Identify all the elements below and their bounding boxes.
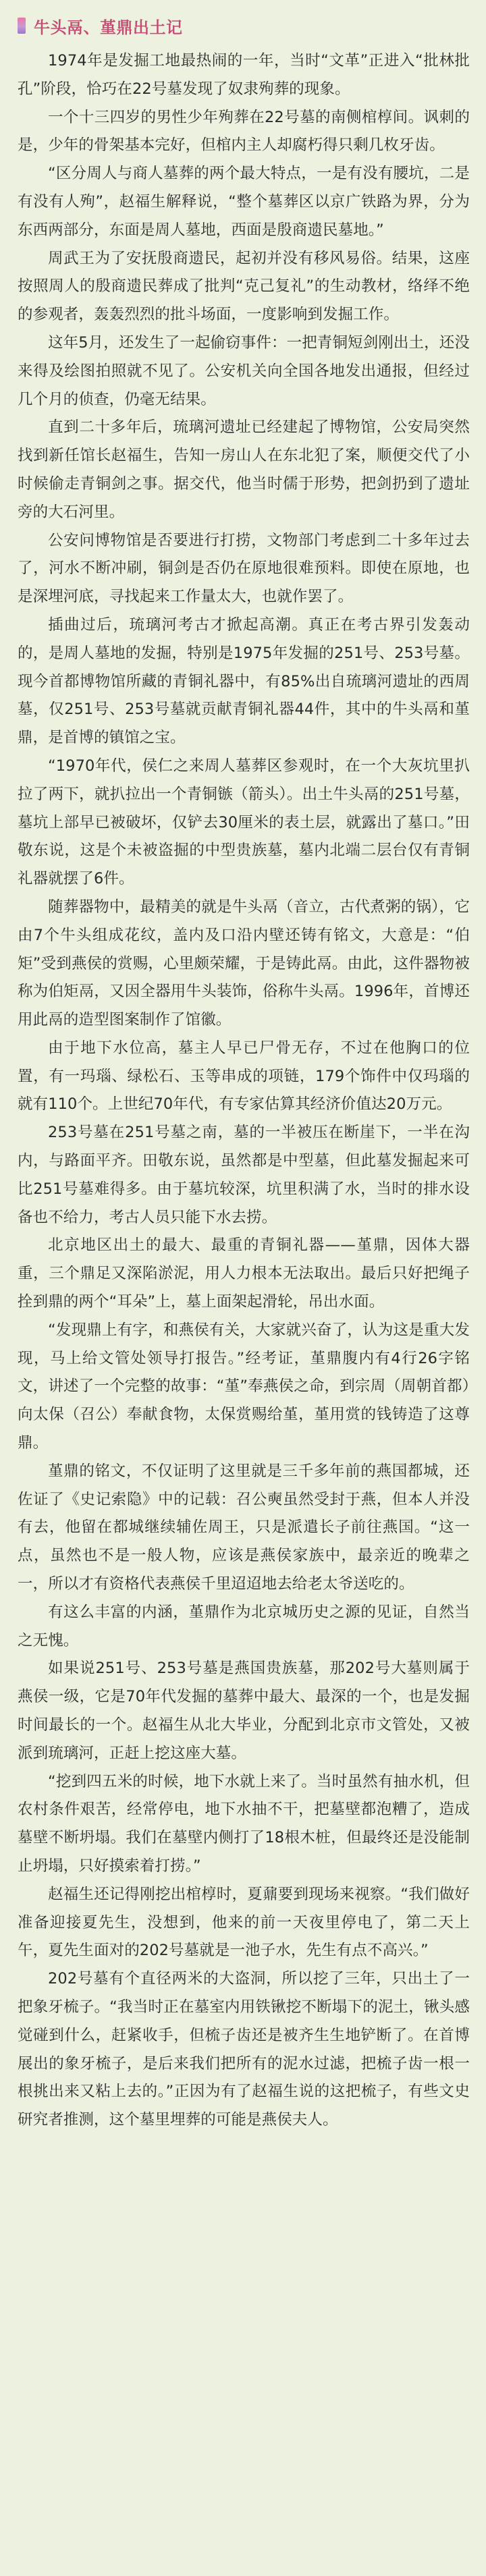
paragraph-19: 赵福生还记得刚挖出棺椁时，夏鼐要到现场来视察。“我们做好准备迎接夏先生，没想到，他来的前一天夜里停电了，第二天上午，夏先生面对的202号墓就是一池子水，先生有点不高兴。” xyxy=(18,1885,470,1960)
paragraph-1: 1974年是发掘工地最热闹的一年，当时“文革”正进入“批林批孔”阶段，恰巧在22号墓发现了奴隶殉葬的现象。 xyxy=(18,52,470,98)
paragraph-7: 公安问博物馆是否要进行打捞，文物部门考虑到二十多年过去了，河水不断冲刷，铜剑是否仍在原地很难预料。即使在原地，也是深埋河底，寻找起来工作量太大，也就作罢了。 xyxy=(18,531,470,606)
paragraph-8: 插曲过后，琉璃河考古才掀起高潮。真正在考古界引发轰动的，是周人墓地的发掘，特别是1975年发掘的251号、253号墓。现今首都博物馆所藏的青铜礼器中，有85%出自琉璃河遗址的西周墓，仅251号、253号墓就贡献青铜礼器44件，其中的牛头鬲和堇鼎，是首博的镇馆之宝。 xyxy=(18,615,470,747)
paragraph-11: 由于地下水位高，墓主人早已尸骨无存，不过在他胸口的位置，有一玛瑙、绿松石、玉等串成的项链，179个饰件中仅玛瑙的就有110个。上世纪70年代，有专家估算其经济价值达20万元。 xyxy=(18,1039,470,1114)
paragraph-15: 堇鼎的铭文，不仅证明了这里就是三千多年前的燕国都城，还佐证了《史记索隐》中的记载：召公奭虽然受封于燕，但本人并没有去，他留在都城继续辅佐周王，只是派遣长子前往燕国。“这一点，虽然也不是一般人物，应该是燕侯家族中，最亲近的晚辈之一，所以才有资格代表燕侯千里迢迢地去给老太爷送吃的。 xyxy=(18,1462,470,1593)
paragraph-6: 直到二十多年后，琉璃河遗址已经建起了博物馆，公安局突然找到新任馆长赵福生，告知一房山人在东北犯了案，顺便交代了小时候偷走青铜剑之事。据交代，他当时儒于形势，把剑扔到了遗址旁的大石河里。 xyxy=(18,418,470,521)
article-title: 牛头鬲、堇鼎出土记 xyxy=(34,18,183,37)
paragraph-9: “1970年代，侯仁之来周人墓葬区参观时，在一个大灰坑里扒拉了两下，就扒拉出一个青铜镞（箭头）。出土牛头鬲的251号墓，墓坑上部早已被破坏，仅铲去30厘米的表土层，就露出了墓口。”田敬东说，这是个未被盗掘的中型贵族墓，墓内北端二层台仅有青铜礼器就摆了6件。 xyxy=(18,757,470,888)
paragraph-13: 北京地区出土的最大、最重的青铜礼器——堇鼎，因体大器重，三个鼎足又深陷淤泥，用人力根本无法取出。最后只好把绳子拴到鼎的两个“耳朵”上，墓上面架起滑轮，吊出水面。 xyxy=(18,1236,470,1311)
paragraph-4: 周武王为了安抚殷商遗民，起初并没有移风易俗。结果，这座按照周人的殷商遗民葬成了批判“克己复礼”的生动教材，络绎不绝的参观者，轰轰烈烈的批斗场面，一度影响到发掘工作。 xyxy=(18,249,470,324)
paragraph-12: 253号墓在251号墓之南，墓的一半被压在断崖下，一半在沟内，与路面平齐。田敬东说，虽然都是中型墓，但此墓发掘起来可比251号墓难得多。由于墓坑较深，坑里积满了水，当时的排水设备也不给力，考古人员只能下水去捞。 xyxy=(18,1124,470,1226)
paragraph-10: 随葬器物中，最精美的就是牛头鬲（音立，古代煮粥的锅），它由7个牛头组成花纹，盖内及口沿内壁还铸有铭文，大意是：“伯矩”受到燕侯的赏赐，心里颇荣耀，于是铸此鬲。由此，这件器物被称为伯矩鬲，又因全器用牛头装饰，俗称牛头鬲。1996年，首博还用此鬲的造型图案制作了馆徽。 xyxy=(18,898,470,1029)
paragraph-2: 一个十三四岁的男性少年殉葬在22号墓的南侧棺椁间。讽刺的是，少年的骨架基本完好，但棺内主人却腐朽得只剩几枚牙齿。 xyxy=(18,108,470,155)
paragraph-14: “发现鼎上有字，和燕侯有关，大家就兴奋了，认为这是重大发现，马上给文管处领导打报告。”经考证，堇鼎腹内有4行26字铭文，讲述了一个完整的故事：“堇”奉燕侯之命，到宗周（周朝首都）向太保（召公）奉献食物，太保赏赐给堇，堇用赏的钱铸造了这尊鼎。 xyxy=(18,1321,470,1452)
article-body xyxy=(18,47,470,2135)
paragraph-17: 如果说251号、253号墓是燕国贵族墓，那202号大墓则属于燕侯一级，它是70年代发掘的墓葬中最大、最深的一个，也是发掘时间最长的一个。赵福生从北大毕业，分配到北京市文管处，又被派到琉璃河，正赶上挖这座大墓。 xyxy=(18,1660,470,1762)
paragraph-5: 这年5月，还发生了一起偷窃事件：一把青铜短剑刚出土，还没来得及绘图拍照就不见了。公安机关向全国各地发出通报，但经过几个月的侦查，仍毫无结果。 xyxy=(18,333,470,408)
article-header xyxy=(18,12,470,39)
paragraph-20: 202号墓有个直径两米的大盗洞，所以挖了三年，只出土了一把象牙梳子。“我当时正在墓室内用铁锹挖不断塌下的泥土，锹头感觉碰到什么，赶紧收手，但梳子齿还是被齐生生地铲断了。在首博展出的象牙梳子，是后来我们把所有的泥水过滤，把梳子齿一根一根挑出来又粘上去的。”正因为有了赵福生说的这把梳子，有些文史研究者推测，这个墓里埋葬的可能是燕侯夫人。 xyxy=(18,1970,470,2129)
paragraph-3: “区分周人与商人墓葬的两个最大特点，一是有没有腰坑，二是有没有人殉”，赵福生解释说，“整个墓葬区以京广铁路为界，分为东西两部分，东面是周人墓地，西面是殷商遗民墓地。” xyxy=(18,165,470,239)
title-accent-bar xyxy=(18,18,26,34)
paragraph-16: 有这么丰富的内涵，堇鼎作为北京城历史之源的见证，自然当之无愧。 xyxy=(18,1603,470,1649)
paragraph-18: “挖到四五米的时候，地下水就上来了。当时虽然有抽水机，但农村条件艰苦，经常停电，地下水抽不干，把墓壁都泡糟了，造成墓壁不断坍塌。我们在墓壁内侧打了18根木桩，但最终还是没能制止坍塌，只好摸索着打捞。” xyxy=(18,1772,470,1875)
